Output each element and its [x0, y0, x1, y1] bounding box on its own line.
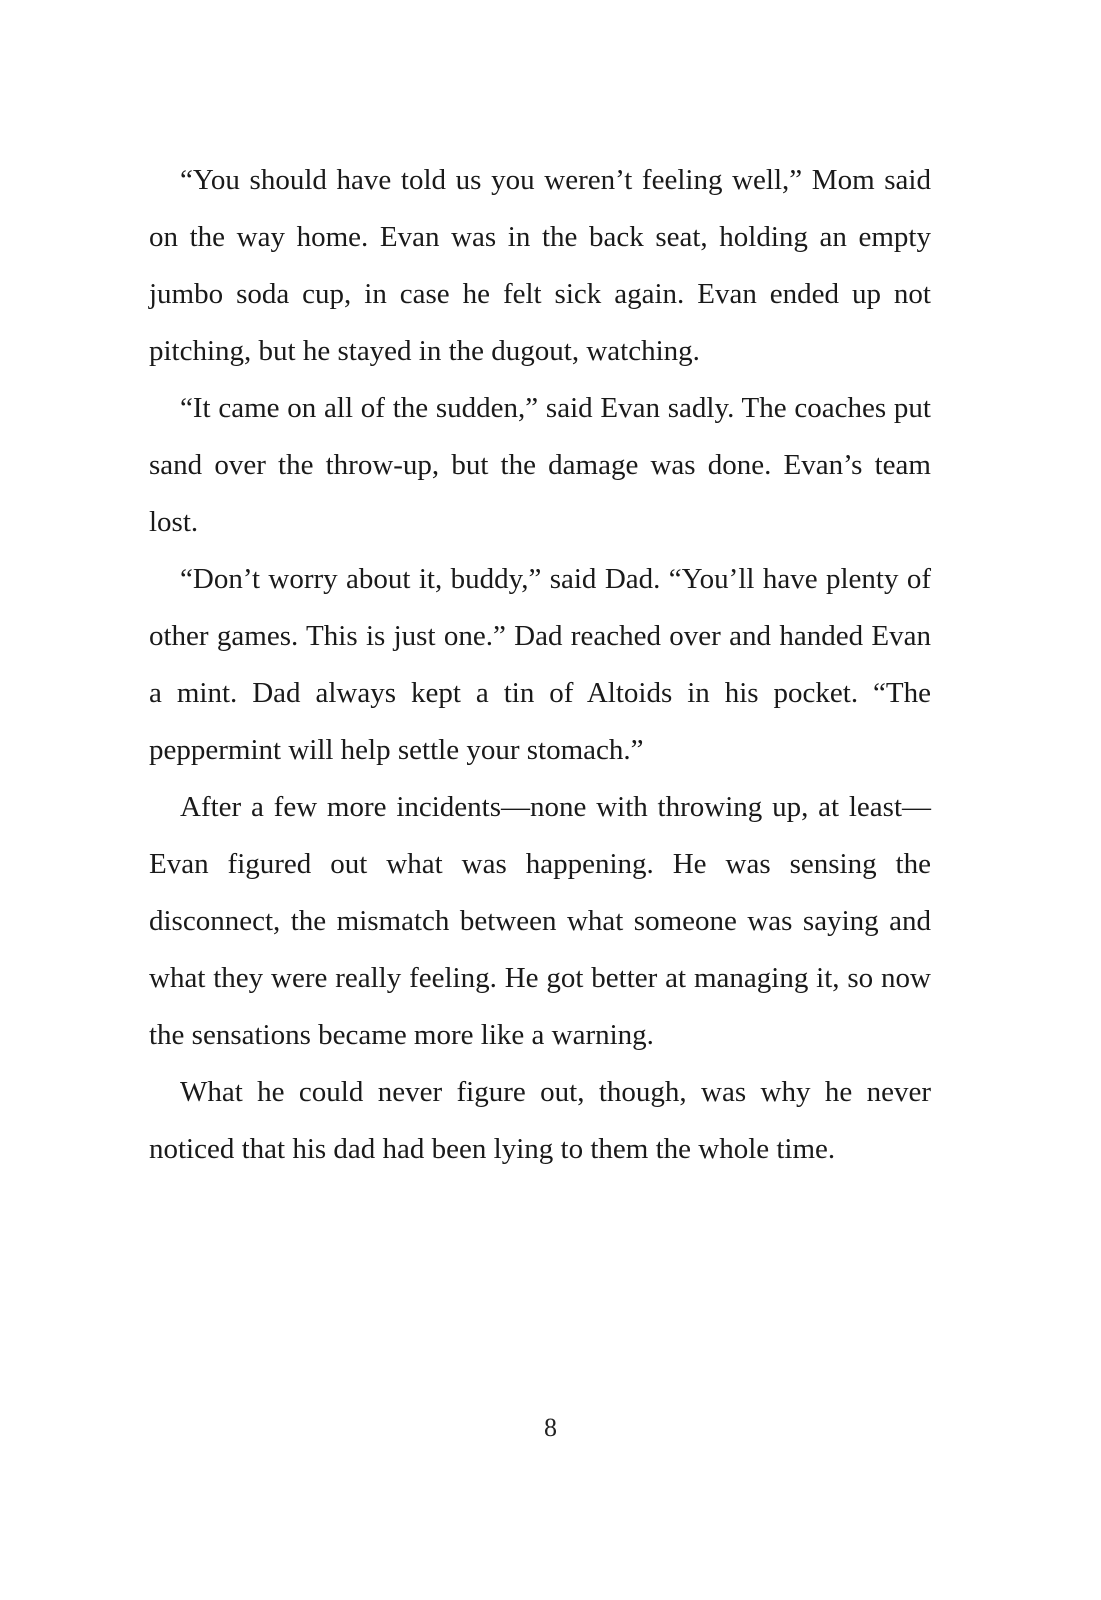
paragraph-dad-lying: What he could never figure out, though, was why he never noticed that his dad had been lying to them the whole time.: [149, 1076, 931, 1165]
paragraph-incidents: After a few more incidents—none with throwing up, at least—Evan figured out what was happening. He was sensing the disconnect, the mismatch between what someone was saying and what they were really feeling. He got better at managing it, so now the sensations became more like a warning.: [149, 791, 931, 1051]
paragraph-came-on-sudden: “It came on all of the sudden,” said Evan sadly. The coaches put sand over the throw-up, but the damage was done. Evan’s team lost.: [149, 392, 931, 538]
body-text: [149, 152, 931, 1178]
page-number: 8: [544, 1413, 557, 1442]
paragraph-dad-mint: “Don’t worry about it, buddy,” said Dad. “You’ll have plenty of other games. This is just one.” Dad reached over and handed Evan a mint. Dad always kept a tin of Altoids in his pocket. “The peppermint will help settle your stomach.”: [149, 563, 931, 766]
paragraph-mom-said: “You should have told us you weren’t feeling well,” Mom said on the way home. Evan was in the back seat, holding an empty jumbo soda cup, in case he felt sick again. Evan ended up not pitching, but he stayed in the dugout, watching.: [149, 164, 931, 367]
